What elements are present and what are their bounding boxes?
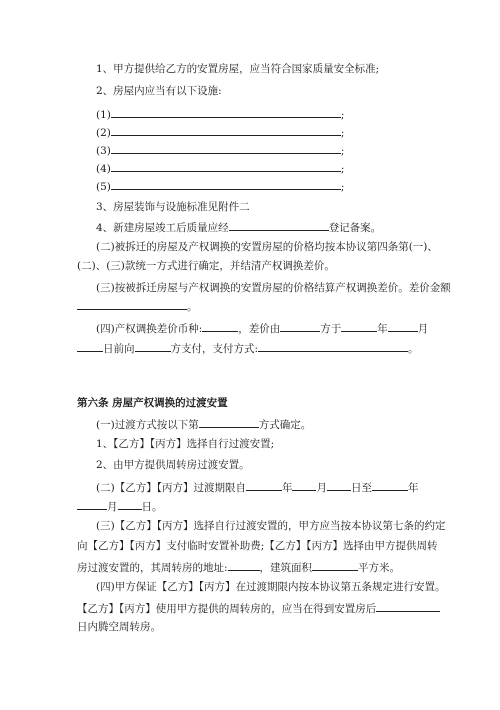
day-blank <box>77 340 103 352</box>
end-year-label: 年 <box>407 482 419 494</box>
area-blank <box>312 559 358 571</box>
year-label: 年 <box>377 323 388 335</box>
month-blank <box>388 320 418 332</box>
end-day-blank <box>118 498 142 510</box>
facility-blank <box>111 160 341 172</box>
clause-price-text-1: (二)被拆迁的房屋及产权调换的安置房屋的价格均按本协议第四条第(一)、 <box>96 241 438 253</box>
clause-price-line-2 <box>77 259 335 273</box>
facility-number: (2) <box>96 127 111 139</box>
price-difference-blank <box>77 298 187 310</box>
day-label: 日前向 <box>103 343 135 355</box>
currency-blank <box>202 320 238 332</box>
clause-self-arrangement <box>96 437 274 451</box>
section-title <box>77 396 228 410</box>
guarantee-text-3: 日内腾空周转房。 <box>77 621 161 633</box>
address-label: 房过渡安置的，其周转房的地址: <box>77 562 228 574</box>
semicolon: ; <box>340 145 345 157</box>
start-day-blank <box>327 479 351 491</box>
clause-subsidy-line-1 <box>96 519 445 533</box>
transition-method-lead: (一)过渡方式按以下第 <box>96 419 199 431</box>
clause-transition-method <box>96 416 311 432</box>
payment-method-blank <box>258 340 408 352</box>
month-label: 月 <box>417 323 429 335</box>
clause-quality <box>96 62 379 76</box>
clause-settlement-line-2 <box>77 298 198 314</box>
registration-blank <box>229 219 329 231</box>
semicolon: ; <box>340 127 345 139</box>
transition-method-tail: 方式确定。 <box>258 419 312 431</box>
start-day-label: 日至 <box>350 482 372 494</box>
facility-number: (4) <box>96 163 111 175</box>
end-day-label: 日。 <box>141 501 163 513</box>
self-arrangement-text: 1、【乙方】【丙方】选择自行过渡安置; <box>96 438 275 450</box>
payee-blank <box>135 340 171 352</box>
facility-row-3 <box>96 142 344 158</box>
clause-transition-period-line-2 <box>77 498 163 514</box>
end-month-blank <box>77 498 107 510</box>
start-year-blank <box>246 479 282 491</box>
subsidy-text-2: 向【乙方】【丙方】支付临时安置补助费;【乙方】【丙方】选择由甲方提供周转 <box>77 540 438 552</box>
end-year-blank <box>372 479 408 491</box>
clause-decoration <box>96 200 250 214</box>
facility-number: (1) <box>96 109 111 121</box>
vacate-days-blank <box>376 600 440 612</box>
facility-row-1 <box>96 106 344 122</box>
clause-settlement-line-1 <box>96 281 451 295</box>
start-month-label: 月 <box>316 482 327 494</box>
difference-by-label: ，差价由 <box>238 323 281 335</box>
clause-registration-tail: 登记备案。 <box>328 222 382 234</box>
area-unit: 平方米。 <box>358 562 401 574</box>
clause-subsidy-line-2 <box>77 539 438 553</box>
currency-label: (四)产权调换差价币种: <box>96 323 203 335</box>
clause-facilities <box>96 84 222 98</box>
clause-currency-line-1 <box>96 320 428 336</box>
facility-row-4 <box>96 160 344 176</box>
clause-price-line-1 <box>96 240 438 254</box>
semicolon: ; <box>340 109 345 121</box>
payment-method-label: 方支付，支付方式: <box>170 343 259 355</box>
clause-subsidy-line-3 <box>77 559 400 575</box>
party-blank <box>280 320 320 332</box>
facility-row-5 <box>96 178 344 194</box>
clause-price-text-2: (二)、(三)款统一方式进行确定，并结清产权调换差价。 <box>77 260 335 272</box>
clause-turnover-housing <box>96 458 250 472</box>
facility-blank <box>111 106 341 118</box>
clause-registration <box>96 219 381 235</box>
guarantee-text-2: 【乙方】【丙方】使用甲方提供的周转房的，应当在得到安置房后 <box>77 603 377 615</box>
clause-guarantee-line-3 <box>77 620 161 634</box>
guarantee-text-1: (四)甲方保证【乙方】【丙方】在过渡期限内按本协议第五条规定进行安置。 <box>96 581 446 593</box>
period-lead: (二)【乙方】【丙方】过渡期限自 <box>96 482 246 494</box>
clause-registration-lead: 4、新建房屋竣工后质量应经 <box>96 222 229 234</box>
year-blank <box>341 320 377 332</box>
facility-blank <box>111 124 341 136</box>
start-year-label: 年 <box>281 482 293 494</box>
turnover-housing-text: 2、由甲方提供周转房过渡安置。 <box>96 459 250 471</box>
clause-currency-line-2 <box>77 340 419 356</box>
method-blank <box>199 416 259 428</box>
clause-facilities-text: 2、房屋内应当有以下设施: <box>96 85 222 97</box>
clause-quality-text: 1、甲方提供给乙方的安置房屋，应当符合国家质量安全标准; <box>96 63 380 75</box>
start-month-blank <box>292 479 316 491</box>
semicolon: ; <box>340 163 345 175</box>
facility-number: (5) <box>96 181 111 193</box>
facility-row-2 <box>96 124 344 140</box>
end-month-label: 月 <box>107 501 118 513</box>
facility-blank <box>111 178 341 190</box>
facility-number: (3) <box>96 145 111 157</box>
semicolon: ; <box>340 181 345 193</box>
clause-transition-period-line-1 <box>96 479 418 495</box>
facility-blank <box>111 142 341 154</box>
address-blank <box>228 559 260 571</box>
clause-guarantee-line-2 <box>77 600 440 616</box>
period: 。 <box>408 343 419 355</box>
party-date-label: 方于 <box>320 323 342 335</box>
section-title-text: 第六条 房屋产权调换的过渡安置 <box>77 397 228 409</box>
clause-settlement-text: (三)按被拆迁房屋与产权调换的安置房屋的价格结算产权调换差价。差价金额 <box>96 282 451 294</box>
clause-decoration-text: 3、房屋装饰与设施标准见附件二 <box>96 201 250 213</box>
area-label: ，建筑面积 <box>259 562 313 574</box>
subsidy-text-1: (三)【乙方】【丙方】选择自行过渡安置的，甲方应当按本协议第七条的约定 <box>96 520 446 532</box>
clause-guarantee-line-1 <box>96 580 445 594</box>
period: 。 <box>187 301 198 313</box>
